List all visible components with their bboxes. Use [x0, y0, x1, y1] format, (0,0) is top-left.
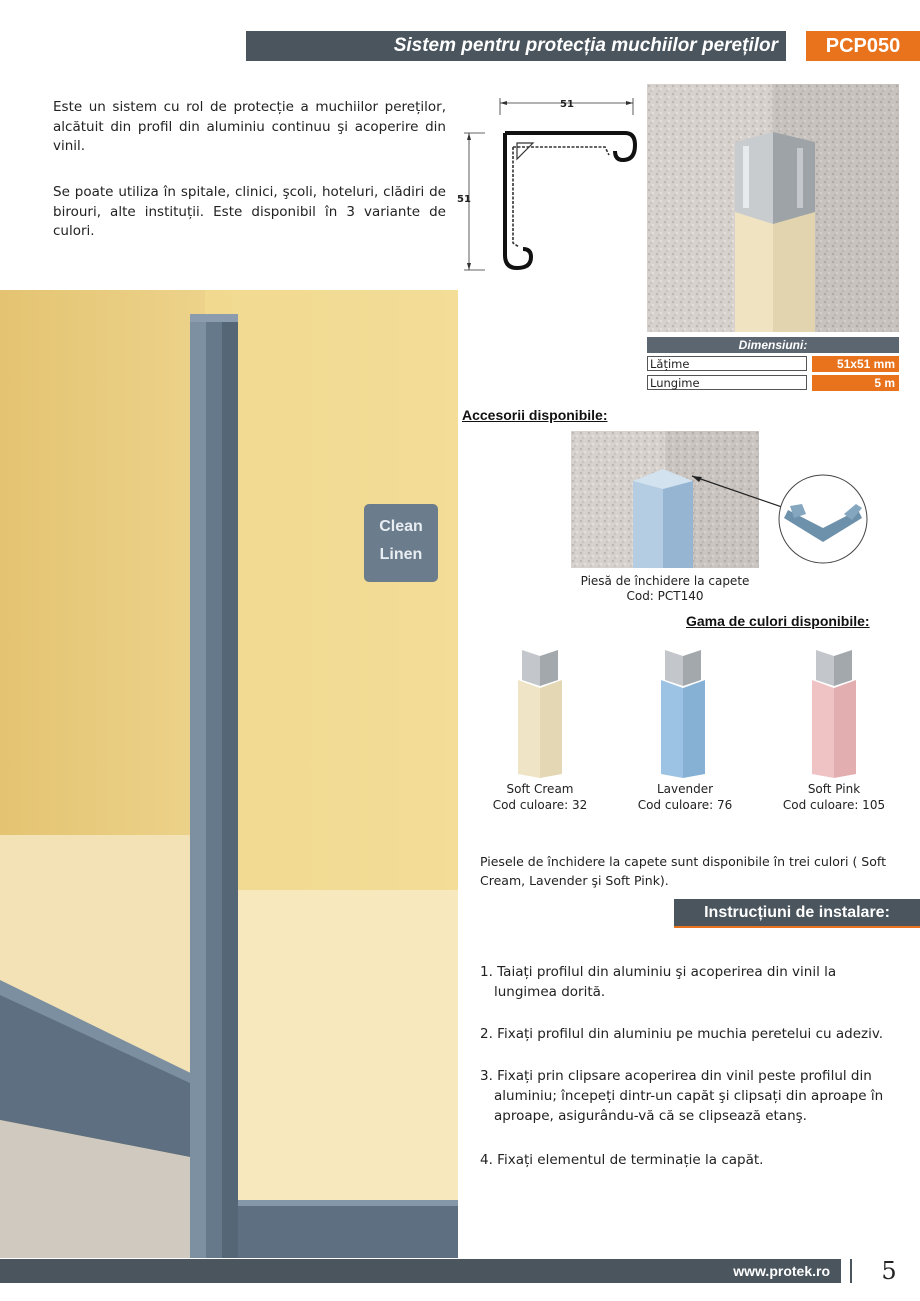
instruction-step-3: 3. Fixați prin clipsare acoperirea din vinil peste profilul din aluminiu; începeți dintr-un capăt şi clipsați din aproape în aproape, asigurându-vă că se clipsează etanş.: [480, 1068, 884, 1124]
color-code: Cod culoare: 105: [782, 798, 886, 812]
instruction-step-4: 4. Fixați elementul de terminație la capăt.: [480, 1152, 764, 1168]
swatch-soft-pink: [810, 650, 858, 778]
dimension-label-width: Lățime: [647, 356, 807, 371]
intro-paragraph-1: Este un sistem cu rol de protecție a muchiilor pereților, alcătuit din profil din aluminiu continuu şi acoperire din vinil.: [53, 99, 446, 154]
color-name: Soft Cream: [506, 782, 574, 796]
color-name: Lavender: [656, 782, 714, 796]
color-caption-lavender: [615, 781, 755, 813]
sign-text-linen: Linen: [379, 546, 423, 563]
page-number: 5: [881, 1257, 897, 1285]
dimension-value-width: 51x51 mm: [812, 356, 899, 372]
drawing-width-label: 51: [560, 99, 574, 110]
product-code-badge: PCP050: [806, 31, 920, 61]
dimension-label-length: Lungime: [647, 375, 807, 390]
end-cap-code: Cod: PCT140: [626, 589, 704, 603]
end-cap-note: Piesele de închidere la capete sunt disponibile în trei culori ( Soft Cream, Lavender şi Soft Pink).: [480, 854, 886, 888]
profile-drawing: [455, 95, 640, 275]
product-photo: [647, 84, 899, 332]
dimensions-heading: Dimensiuni:: [647, 337, 899, 353]
end-cap-detail: [680, 470, 880, 580]
footer-website[interactable]: www.protek.ro: [733, 1263, 830, 1279]
page-title: Sistem pentru protecția muchiilor pereților: [393, 35, 778, 56]
installation-photo: [0, 290, 458, 1258]
dimension-value-length: 5 m: [812, 375, 899, 391]
instructions-heading: Instrucțiuni de instalare:: [674, 899, 920, 928]
colors-heading: Gama de culori disponibile:: [686, 613, 870, 629]
intro-paragraph-2: Se poate utiliza în spitale, clinici, şcoli, hoteluri, clădiri de birouri, alte instituții. Este disponibil în 3 variante de culori.: [53, 184, 446, 239]
accessories-heading: Accesorii disponibile:: [462, 407, 608, 423]
swatch-soft-cream: [516, 650, 564, 778]
color-caption-soft-cream: [470, 781, 610, 813]
end-cap-name: Piesă de închidere la capete: [580, 574, 750, 588]
color-code: Cod culoare: 32: [492, 798, 588, 812]
color-name: Soft Pink: [807, 782, 861, 796]
drawing-height-label: 51: [457, 194, 471, 205]
swatch-lavender: [659, 650, 707, 778]
sign-text-clean: Clean: [379, 518, 423, 535]
instruction-step-2: 2. Fixați profilul din aluminiu pe muchia peretelui cu adeziv.: [480, 1026, 884, 1042]
end-cap-caption: [571, 574, 759, 604]
instruction-step-1: 1. Taiați profilul din aluminiu şi acoperirea din vinil la lungimea dorită.: [480, 964, 837, 1000]
color-code: Cod culoare: 76: [637, 798, 733, 812]
color-caption-soft-pink: [764, 781, 904, 813]
